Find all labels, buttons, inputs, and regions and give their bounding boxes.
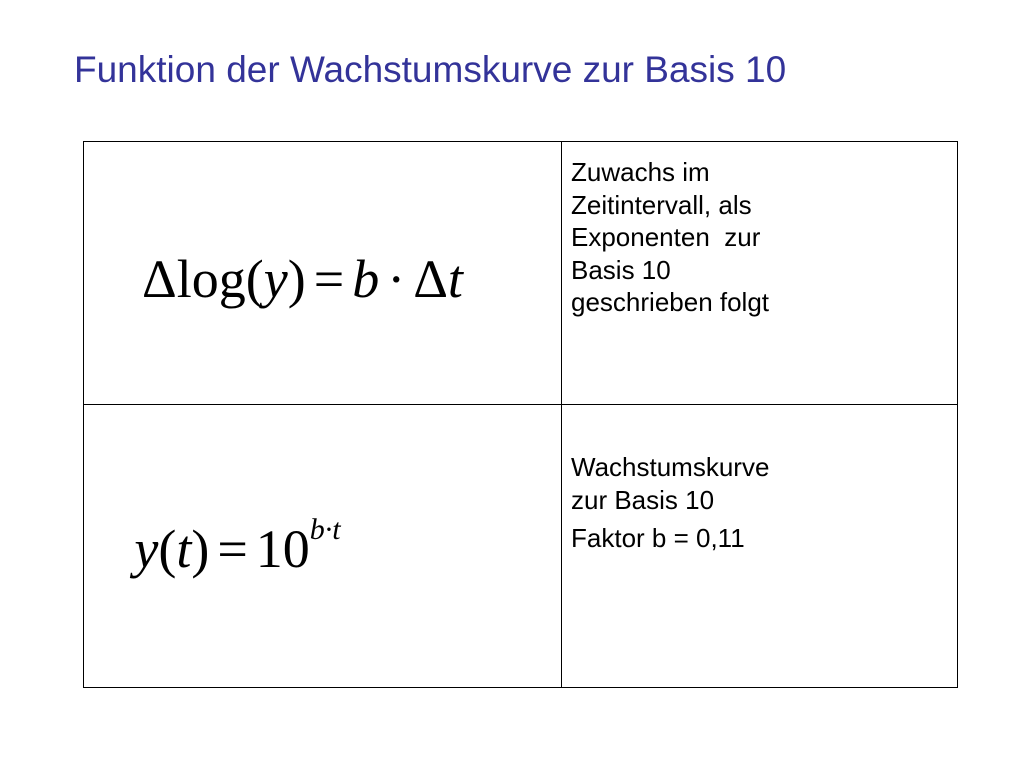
variable-y: y <box>134 518 159 579</box>
variable-t: t <box>447 249 463 309</box>
exponent: b·t <box>309 512 341 546</box>
description-line: Basis 10 <box>571 254 671 285</box>
table-row <box>84 142 958 405</box>
formula-table <box>83 141 958 688</box>
description-cell-log <box>562 142 958 405</box>
delta-symbol: Δ <box>142 249 177 309</box>
description-line: zur Basis 10 <box>571 484 715 515</box>
open-paren: ( <box>158 518 177 579</box>
table-row <box>84 405 958 688</box>
variable-y: y <box>263 249 288 309</box>
growth-formula <box>134 513 340 580</box>
equals-sign: = <box>217 518 248 579</box>
description-line: Exponenten zur <box>571 222 761 252</box>
factor-line: Faktor b = 0,11 <box>571 523 745 553</box>
delta-symbol: Δ <box>413 249 448 309</box>
log-function: log( <box>176 249 264 309</box>
slide-title: Funktion der Wachstumskurve zur Basis 10 <box>74 49 787 90</box>
close-paren: ) <box>287 249 306 309</box>
multiplication-dot: · <box>387 249 406 309</box>
close-paren: ) <box>191 518 210 579</box>
description-cell-growth <box>562 405 958 688</box>
variable-t: t <box>176 518 192 579</box>
log-formula <box>142 248 463 310</box>
description-line: Zeitintervall, als <box>571 189 752 220</box>
formula-cell-growth <box>84 405 562 688</box>
formula-cell-log <box>84 142 562 405</box>
equals-sign: = <box>313 249 345 309</box>
base-ten: 10 <box>255 518 310 579</box>
coefficient-b: b <box>352 249 380 309</box>
description-line: Wachstumskurve <box>571 452 770 482</box>
description-line: Zuwachs im <box>571 157 710 187</box>
description-line: geschrieben folgt <box>571 287 770 317</box>
